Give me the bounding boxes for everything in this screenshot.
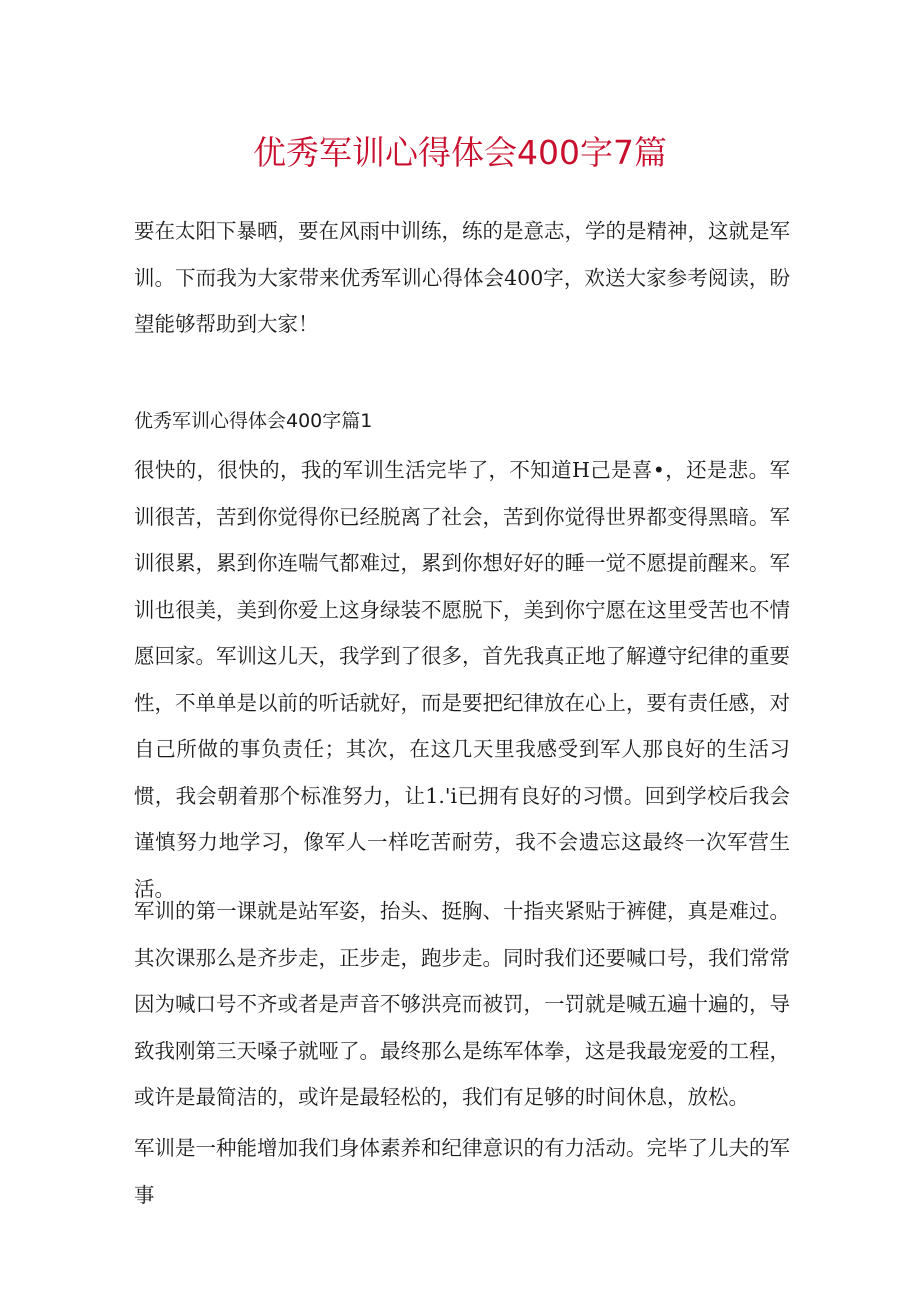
document-title: 优秀军训心得体会400字7篇: [253, 133, 667, 172]
intro-paragraph: 要在太阳下暴晒，要在风雨中训练，练的是意志，学的是精神，这就是军训。下而我为大家带来优秀军训心得体会400字，欢送大家参考阅读，盼望能够帮助到大家！: [134, 219, 790, 336]
section-paragraph-1: 很快的，很快的，我的军训生活完毕了，不知道H己是喜•，还是悲。军训很苦，苦到你觉得你已经脱离了社会，苦到你觉得世界都变得黑暗。军训很累，累到你连喘气都难过，累到你想好好的睡一觉不愿提前醒来。军训也很美，美到你爱上这身绿装不愿脱下，美到你宁愿在这里受苦也不情愿回家。军训这儿天，我学到了很多，首先我真正地了解遵守纪律的重要性，不单单是以前的听话就好，而是要把纪律放在心上，要有责任感，对自己所做的事负责任；其次，在这几天里我感受到军人那良好的生活习惯，我会朝着那个标准努力，让1.'i已拥有良好的习惯。回到学校后我会谨慎努力地学习，像军人一样吃苦耐劳，我不会遗忘这最终一次军营生活。: [134, 458, 790, 901]
section-paragraph-3: 军训是一种能增加我们身体素养和纪律意识的有力活动。完毕了儿夫的军事: [134, 1136, 790, 1207]
section-paragraph-2: 军训的第一课就是站军姿，抬头、挺胸、十指夹紧贴于裤健，真是难过。其次课那么是齐步走，正步走，跑步走。同时我们还要喊口号，我们常常因为喊口号不齐或者是声音不够洪亮而被罚，一罚就是喊五遍十遍的，导致我刚第三天嗓子就哑了。最终那么是练军体拳，这是我最宠爱的工程，或许是最简洁的，或许是最轻松的，我们有足够的时间休息，放松。: [134, 899, 790, 1109]
section-heading: 优秀军训心得体会400字篇1: [134, 410, 373, 432]
